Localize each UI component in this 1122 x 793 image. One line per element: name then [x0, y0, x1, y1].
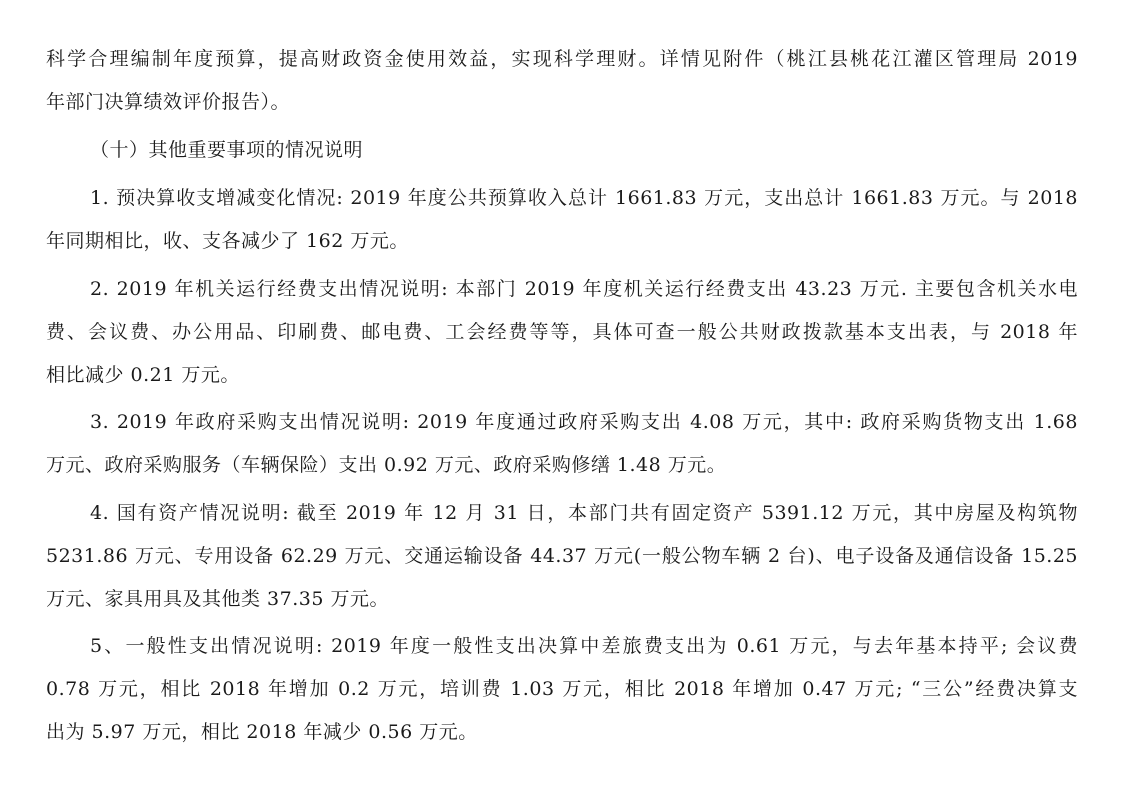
item-3-line-2: 万元、政府采购服务（车辆保险）支出 0.92 万元、政府采购修缮 1.48 万元。 [46, 454, 727, 476]
item-1-line-2: 年同期相比，收、支各减少了 162 万元。 [46, 230, 409, 252]
section-heading: （十）其他重要事项的情况说明 [90, 139, 364, 161]
item-4-line-2: 5231.86 万元、专用设备 62.29 万元、交通运输设备 44.37 万元(一般公物车辆 2 台)、电子设备及通信设备 15.25 [46, 545, 1078, 567]
item-4-line-3: 万元、家具用具及其他类 37.35 万元。 [46, 588, 389, 610]
item-3-line-1: 3. 2019 年政府采购支出情况说明: 2019 年度通过政府采购支出 4.08 万元，其中: 政府采购货物支出 1.68 [90, 411, 1078, 433]
item-1-line-1: 1. 预决算收支增减变化情况: 2019 年度公共预算收入总计 1661.83 万元，支出总计 1661.83 万元。与 2018 [90, 187, 1078, 209]
item-5-line-1: 5、一般性支出情况说明: 2019 年度一般性支出决算中差旅费支出为 0.61 万元，与去年基本持平; 会议费 [90, 635, 1078, 657]
item-4-line-1: 4. 国有资产情况说明: 截至 2019 年 12 月 31 日，本部门共有固定资产 5391.12 万元，其中房屋及构筑物 [90, 502, 1078, 524]
intro-line-2: 年部门决算绩效评价报告）。 [46, 91, 291, 113]
item-2-line-1: 2. 2019 年机关运行经费支出情况说明: 本部门 2019 年度机关运行经费支出 43.23 万元. 主要包含机关水电 [90, 278, 1078, 300]
item-2-line-2: 费、会议费、办公用品、印刷费、邮电费、工会经费等等，具体可查一般公共财政拨款基本支出表，与 2018 年 [46, 321, 1078, 343]
item-5-line-3: 出为 5.97 万元，相比 2018 年减少 0.56 万元。 [46, 721, 478, 743]
item-2-line-3: 相比减少 0.21 万元。 [46, 364, 240, 386]
intro-line-1: 科学合理编制年度预算，提高财政资金使用效益，实现科学理财。详情见附件（桃江县桃花江灌区管理局 2019 [46, 48, 1078, 70]
item-5-line-2: 0.78 万元，相比 2018 年增加 0.2 万元，培训费 1.03 万元，相比 2018 年增加 0.47 万元; “三公”经费决算支 [46, 678, 1078, 700]
